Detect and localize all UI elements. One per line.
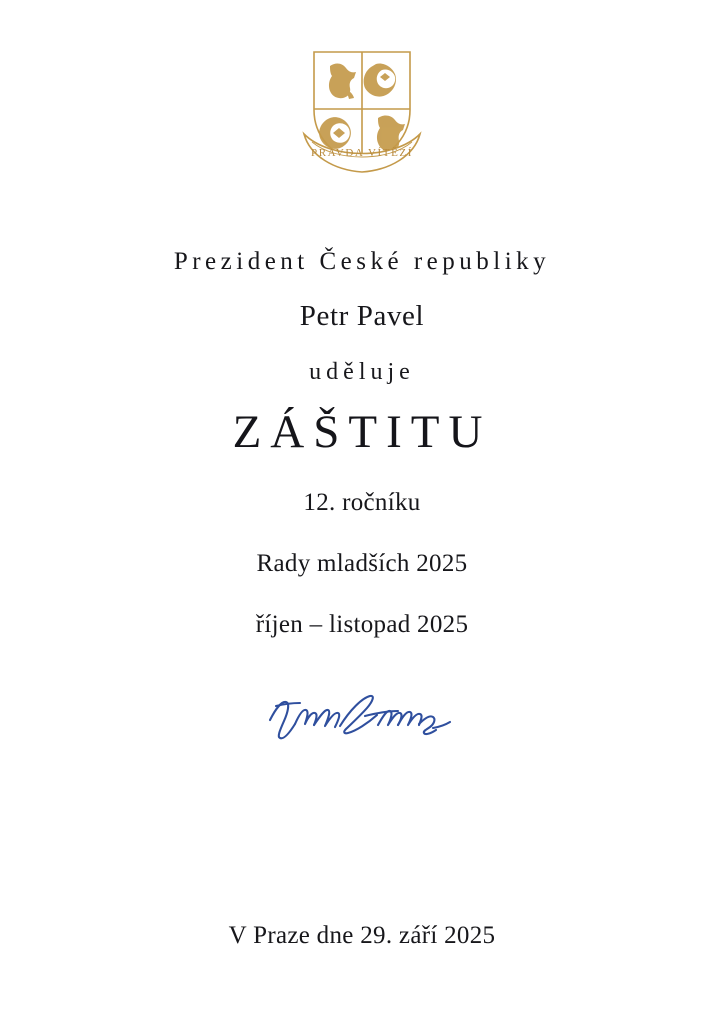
emblem-container: [0, 38, 724, 176]
svg-text:PRAVDA VÍTĚZÍ: PRAVDA VÍTĚZÍ: [311, 147, 413, 159]
event-name: Rady mladších 2025: [256, 549, 468, 577]
president-name: Petr Pavel: [299, 299, 425, 332]
grants-verb: uděluje: [309, 358, 415, 385]
president-title: Prezident České republiky: [173, 248, 551, 275]
place-and-date: V Praze dne 29. září 2025: [228, 922, 496, 949]
certificate-body: [0, 248, 724, 639]
czech-state-coat-of-arms-icon: [286, 38, 438, 176]
signature-container: [0, 680, 724, 754]
handwritten-signature-icon: [262, 680, 462, 754]
event-edition: 12. ročníku: [303, 488, 421, 516]
award-name: ZÁŠTITU: [232, 405, 492, 458]
event-dates: říjen – listopad 2025: [255, 610, 469, 638]
